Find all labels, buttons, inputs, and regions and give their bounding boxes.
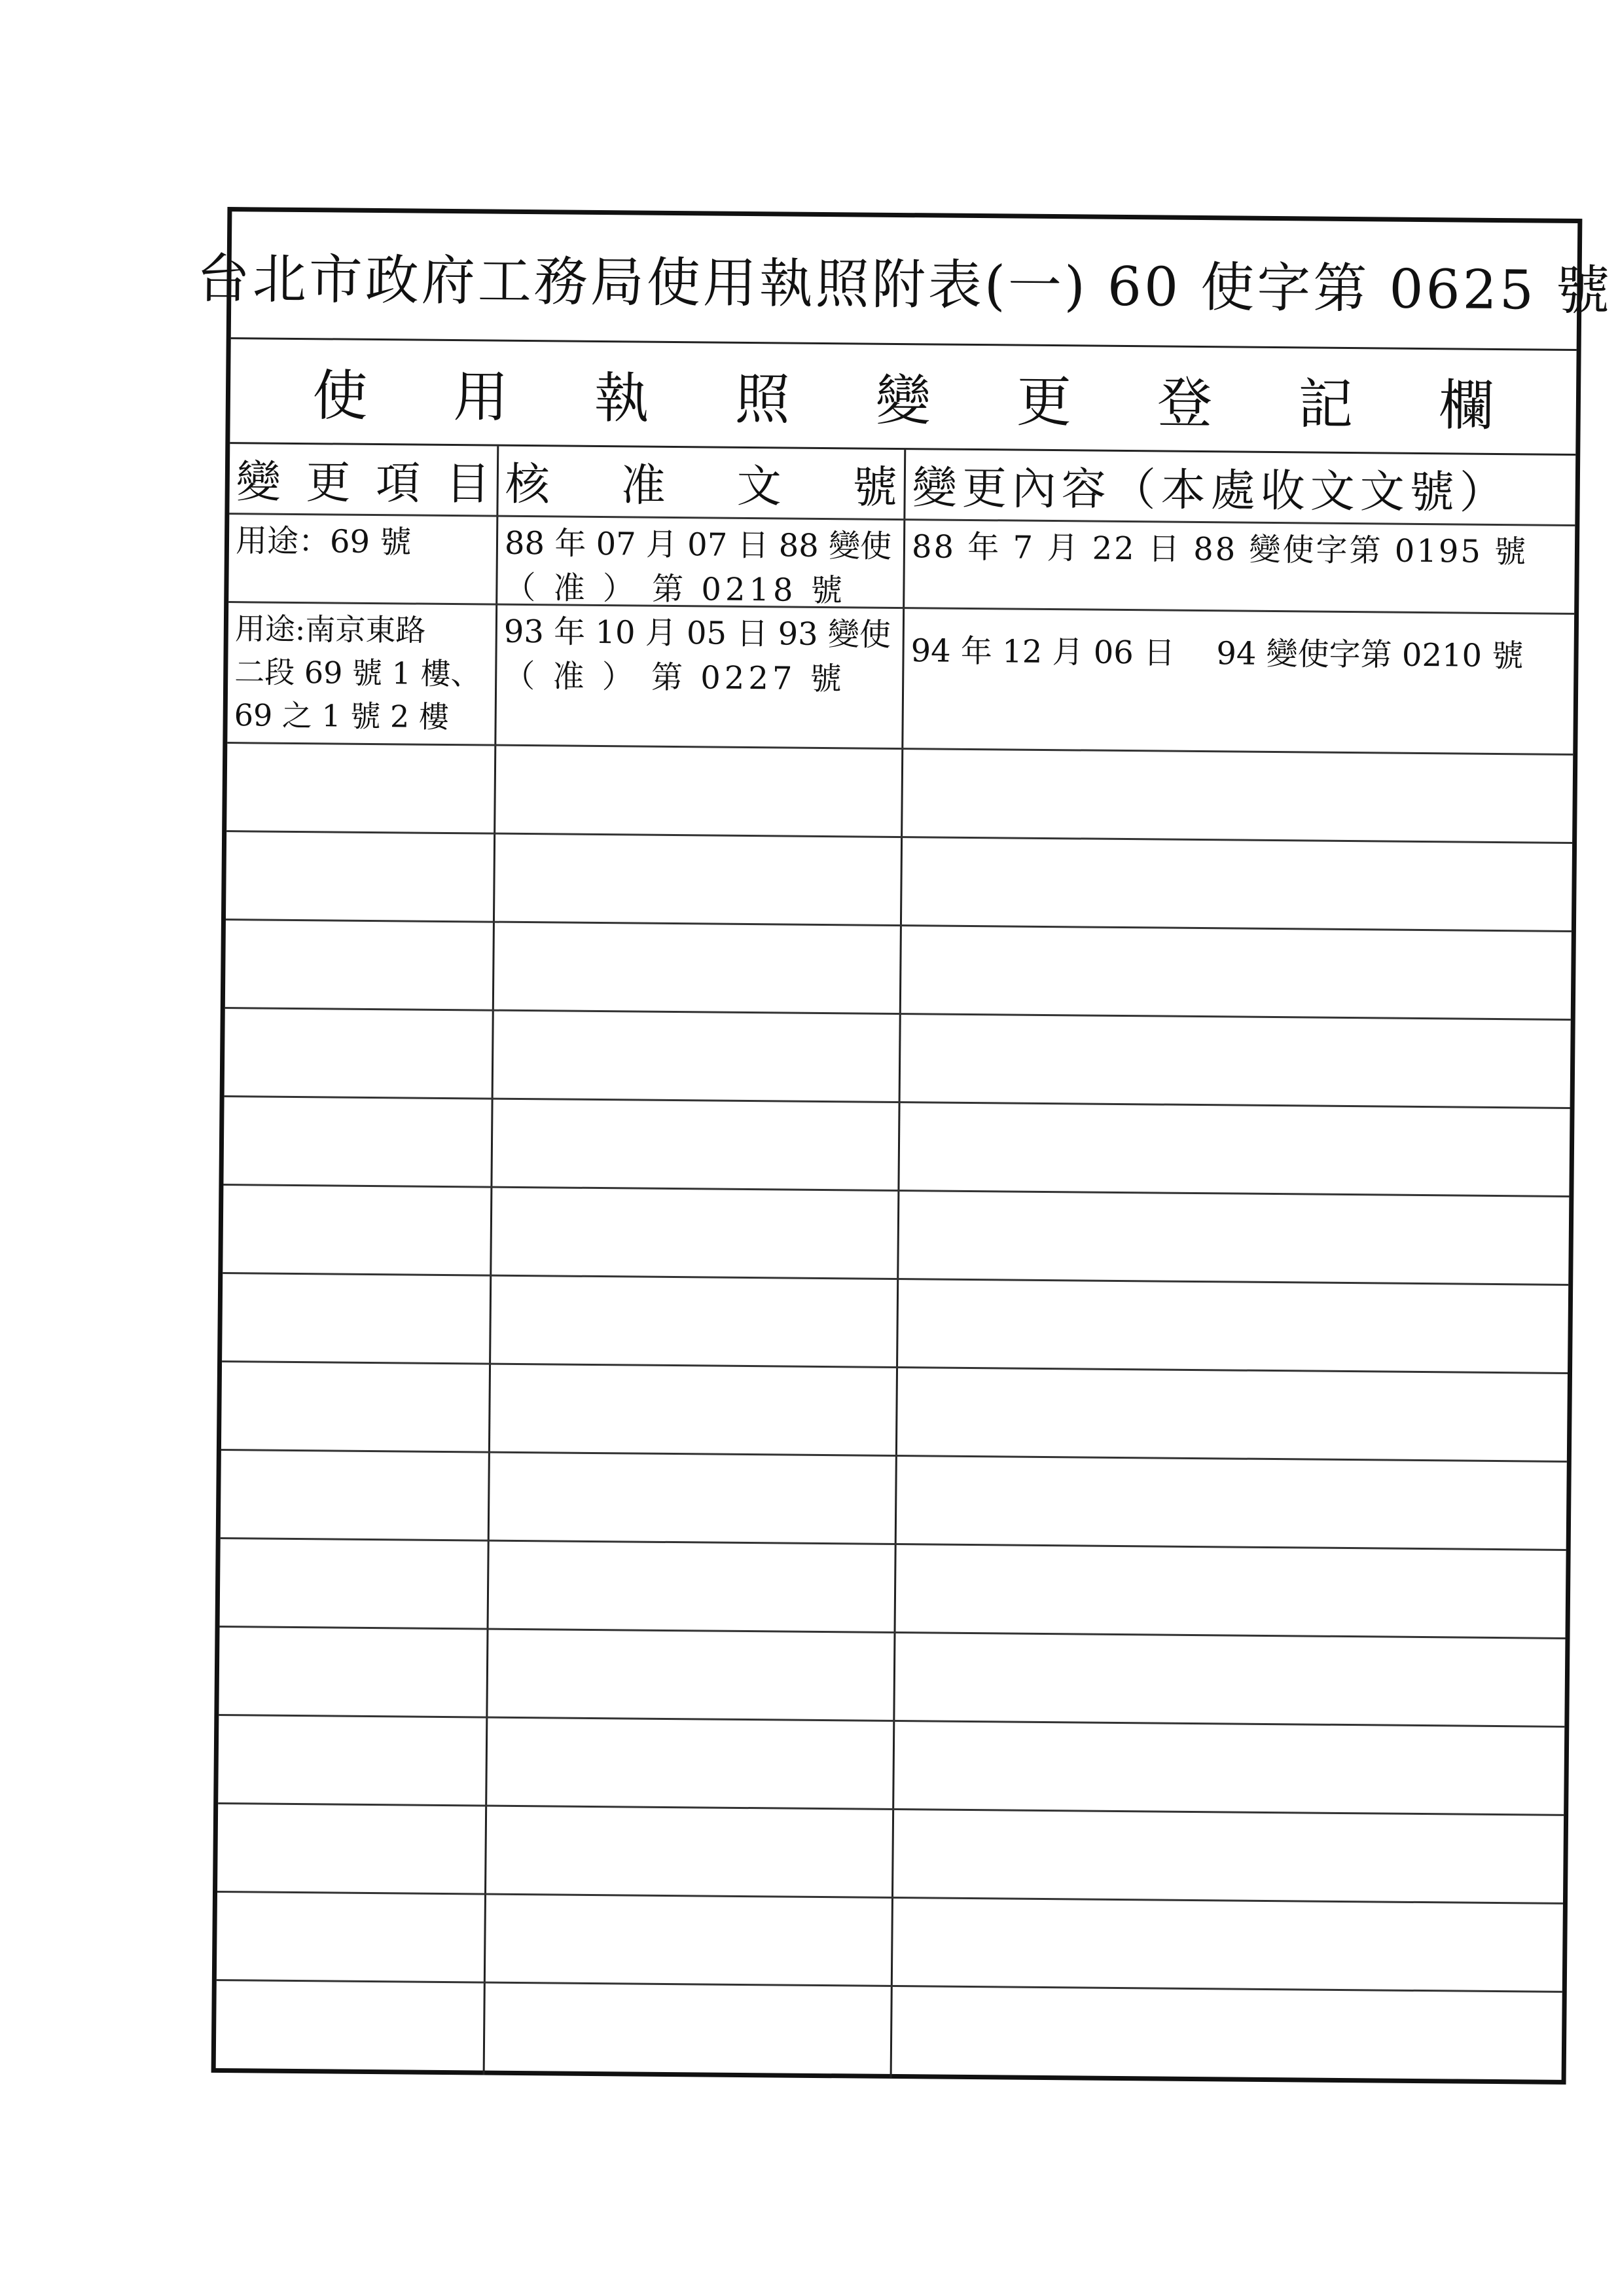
cell-line: 93 年 10 月 05 日 93 變使: [503, 613, 891, 653]
row-divider: [217, 1979, 1562, 1993]
header-char: 更: [306, 457, 351, 509]
row-divider: [218, 1802, 1564, 1816]
heading-char: 執: [594, 365, 650, 431]
license-form: [196, 207, 1613, 2085]
header-change-item: [229, 444, 497, 515]
row-divider: [222, 1360, 1568, 1374]
cell-line: 88 年 7 月 22 日 88 變使字第 0195 號: [911, 528, 1528, 571]
header-char: 文: [736, 460, 782, 513]
table-row-2-item: [227, 603, 495, 743]
heading-char: 記: [1297, 372, 1354, 437]
cell-line: （ 准 ） 第 0227 號: [503, 657, 846, 698]
heading-char: 照: [734, 367, 791, 432]
cell-line: 用途：69 號: [235, 522, 412, 561]
row-divider: [225, 1007, 1571, 1021]
heading-char: 更: [1016, 369, 1072, 435]
header-char: 核: [505, 458, 550, 511]
cell-line: 用途:南京東路: [234, 611, 426, 648]
heading-char: 登: [1157, 371, 1213, 436]
table-row-1-content: [905, 520, 1573, 579]
header-char: 變: [236, 456, 281, 509]
row-divider: [220, 1626, 1566, 1639]
cell-line: （ 准 ） 第 0218 號: [504, 569, 847, 610]
cell-line: 88 年 07 月 07 日 88 變使: [504, 524, 892, 565]
row-divider: [221, 1537, 1566, 1551]
cell-line: 94 年 12 月 06 日 94 變使字第 0210 號: [910, 632, 1524, 675]
header-approval-number: [498, 446, 904, 519]
row-divider: [221, 1449, 1567, 1463]
header-char: 項: [375, 458, 421, 510]
header-char: 目: [445, 458, 491, 511]
cell-line: 二段 69 號 1 樓、: [234, 654, 481, 692]
heading-char: 使: [312, 363, 368, 428]
heading-char: 用: [453, 365, 509, 429]
row-divider: [223, 1184, 1569, 1197]
row-divider: [225, 1095, 1570, 1109]
header-char: 號: [852, 462, 898, 514]
table-row-1-approval: [497, 517, 903, 617]
registry-table: [216, 444, 1576, 2085]
row-divider: [227, 742, 1573, 756]
section-heading: [230, 339, 1576, 456]
header-text: 變更內容（本處收文文號）: [912, 462, 1510, 520]
row-divider: [226, 830, 1572, 844]
heading-char: 欄: [1438, 373, 1494, 438]
table-row-2-content: [904, 609, 1572, 683]
table-row-2-approval: [497, 606, 903, 706]
row-divider: [217, 1891, 1563, 1904]
header-change-content: [905, 450, 1573, 524]
form-title: 台北市政府工務局使用執照附表(一) 60 使字第 0625 號: [231, 211, 1578, 351]
header-char: 准: [620, 460, 666, 512]
cell-line: 69 之 1 號 2 樓: [234, 697, 450, 735]
row-divider: [219, 1714, 1564, 1728]
heading-char: 變: [875, 368, 931, 433]
row-divider: [226, 919, 1572, 932]
row-divider: [223, 1272, 1568, 1286]
table-row-1-item: [229, 515, 497, 570]
